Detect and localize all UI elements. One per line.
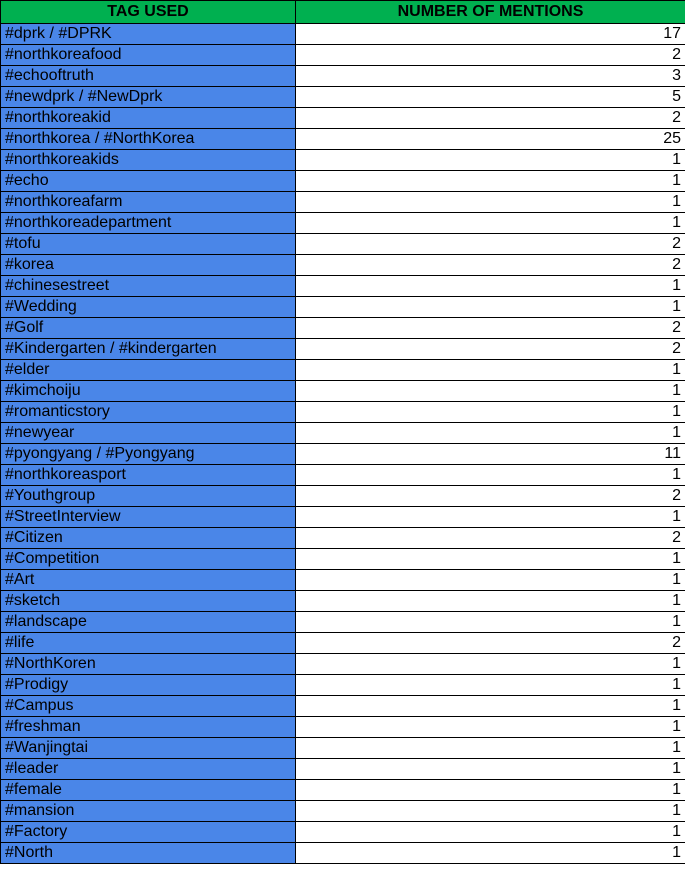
- tag-cell: #newyear: [1, 423, 296, 444]
- tag-cell: #Factory: [1, 822, 296, 843]
- mentions-count-cell: 2: [296, 255, 685, 276]
- table-row: [1, 654, 685, 675]
- mentions-count-cell: 2: [296, 339, 685, 360]
- tag-cell: #NorthKoren: [1, 654, 296, 675]
- table-row: [1, 213, 685, 234]
- table-row: [1, 717, 685, 738]
- table-row: [1, 129, 685, 150]
- tag-cell: #elder: [1, 360, 296, 381]
- tag-cell: #dprk / #DPRK: [1, 24, 296, 45]
- mentions-count-cell: 2: [296, 528, 685, 549]
- mentions-count-cell: 1: [296, 612, 685, 633]
- mentions-count-cell: 2: [296, 318, 685, 339]
- table-row: [1, 66, 685, 87]
- table-row: [1, 339, 685, 360]
- table-row: [1, 87, 685, 108]
- mentions-count-cell: 1: [296, 192, 685, 213]
- mentions-count-cell: 1: [296, 150, 685, 171]
- mentions-count-cell: 2: [296, 45, 685, 66]
- tag-cell: #Golf: [1, 318, 296, 339]
- table-row: [1, 843, 685, 864]
- tag-cell: #leader: [1, 759, 296, 780]
- mentions-count-cell: 11: [296, 444, 685, 465]
- tag-cell: #newdprk / #NewDprk: [1, 87, 296, 108]
- tag-cell: #Wedding: [1, 297, 296, 318]
- tag-cell: #echooftruth: [1, 66, 296, 87]
- mentions-count-cell: 1: [296, 570, 685, 591]
- mentions-count-cell: 1: [296, 213, 685, 234]
- tag-cell: #northkorea / #NorthKorea: [1, 129, 296, 150]
- table-row: [1, 780, 685, 801]
- tag-cell: #Art: [1, 570, 296, 591]
- mentions-count-cell: 1: [296, 507, 685, 528]
- mentions-count-cell: 5: [296, 87, 685, 108]
- tag-cell: #northkoreasport: [1, 465, 296, 486]
- number-of-mentions-header: NUMBER OF MENTIONS: [296, 1, 685, 24]
- mentions-count-cell: 2: [296, 486, 685, 507]
- table-row: [1, 318, 685, 339]
- mentions-count-cell: 1: [296, 423, 685, 444]
- mentions-count-cell: 1: [296, 276, 685, 297]
- tag-cell: #North: [1, 843, 296, 864]
- table-row: [1, 486, 685, 507]
- mentions-count-cell: 1: [296, 675, 685, 696]
- tag-cell: #Youthgroup: [1, 486, 296, 507]
- table-row: [1, 738, 685, 759]
- table-row: [1, 192, 685, 213]
- table-row: [1, 234, 685, 255]
- mentions-count-cell: 1: [296, 801, 685, 822]
- tag-cell: #echo: [1, 171, 296, 192]
- mentions-count-cell: 1: [296, 297, 685, 318]
- table-row: [1, 171, 685, 192]
- table-row: [1, 255, 685, 276]
- tag-cell: #female: [1, 780, 296, 801]
- mentions-count-cell: 1: [296, 696, 685, 717]
- mentions-count-cell: 1: [296, 822, 685, 843]
- table-row: [1, 507, 685, 528]
- table-row: [1, 108, 685, 129]
- tag-cell: #kimchoiju: [1, 381, 296, 402]
- mentions-count-cell: 1: [296, 738, 685, 759]
- table-row: [1, 423, 685, 444]
- tag-cell: #northkoreakid: [1, 108, 296, 129]
- tag-cell: #Campus: [1, 696, 296, 717]
- mentions-count-cell: 1: [296, 780, 685, 801]
- table-row: [1, 297, 685, 318]
- mentions-count-cell: 1: [296, 360, 685, 381]
- table-row: [1, 633, 685, 654]
- table-row: [1, 759, 685, 780]
- tag-cell: #romanticstory: [1, 402, 296, 423]
- tag-cell: #korea: [1, 255, 296, 276]
- table-row: [1, 528, 685, 549]
- tag-cell: #StreetInterview: [1, 507, 296, 528]
- mentions-count-cell: 1: [296, 843, 685, 864]
- tag-cell: #Kindergarten / #kindergarten: [1, 339, 296, 360]
- tag-cell: #landscape: [1, 612, 296, 633]
- table-row: [1, 612, 685, 633]
- mentions-count-cell: 1: [296, 171, 685, 192]
- mentions-count-cell: 1: [296, 759, 685, 780]
- tag-cell: #tofu: [1, 234, 296, 255]
- mentions-count-cell: 2: [296, 633, 685, 654]
- tag-cell: #Prodigy: [1, 675, 296, 696]
- tag-cell: #Citizen: [1, 528, 296, 549]
- mentions-count-cell: 1: [296, 717, 685, 738]
- table-row: [1, 822, 685, 843]
- tag-cell: #life: [1, 633, 296, 654]
- tag-cell: #freshman: [1, 717, 296, 738]
- table-body: [1, 24, 685, 864]
- table-row: [1, 549, 685, 570]
- mentions-count-cell: 25: [296, 129, 685, 150]
- table-row: [1, 360, 685, 381]
- mentions-count-cell: 1: [296, 549, 685, 570]
- table-row: [1, 402, 685, 423]
- table-row: [1, 696, 685, 717]
- table-row: [1, 570, 685, 591]
- tag-cell: #northkoreadepartment: [1, 213, 296, 234]
- mentions-count-cell: 2: [296, 108, 685, 129]
- mentions-count-cell: 1: [296, 654, 685, 675]
- tag-cell: #sketch: [1, 591, 296, 612]
- table-row: [1, 24, 685, 45]
- tag-cell: #pyongyang / #Pyongyang: [1, 444, 296, 465]
- mentions-count-cell: 1: [296, 402, 685, 423]
- tag-cell: #northkoreakids: [1, 150, 296, 171]
- table-row: [1, 150, 685, 171]
- tag-cell: #Competition: [1, 549, 296, 570]
- mentions-count-cell: 1: [296, 591, 685, 612]
- mentions-count-cell: 1: [296, 465, 685, 486]
- table-row: [1, 381, 685, 402]
- table-row: [1, 45, 685, 66]
- tag-cell: #chinesestreet: [1, 276, 296, 297]
- table-row: [1, 444, 685, 465]
- tag-cell: #northkoreafarm: [1, 192, 296, 213]
- tag-cell: #Wanjingtai: [1, 738, 296, 759]
- table-row: [1, 465, 685, 486]
- mentions-count-cell: 3: [296, 66, 685, 87]
- tag-cell: #mansion: [1, 801, 296, 822]
- table-row: [1, 801, 685, 822]
- tag-used-header: TAG USED: [1, 1, 296, 24]
- table-row: [1, 591, 685, 612]
- mentions-count-cell: 17: [296, 24, 685, 45]
- table-row: [1, 675, 685, 696]
- mentions-count-cell: 2: [296, 234, 685, 255]
- table-row: [1, 276, 685, 297]
- tag-cell: #northkoreafood: [1, 45, 296, 66]
- mentions-count-cell: 1: [296, 381, 685, 402]
- header-row: [1, 1, 685, 24]
